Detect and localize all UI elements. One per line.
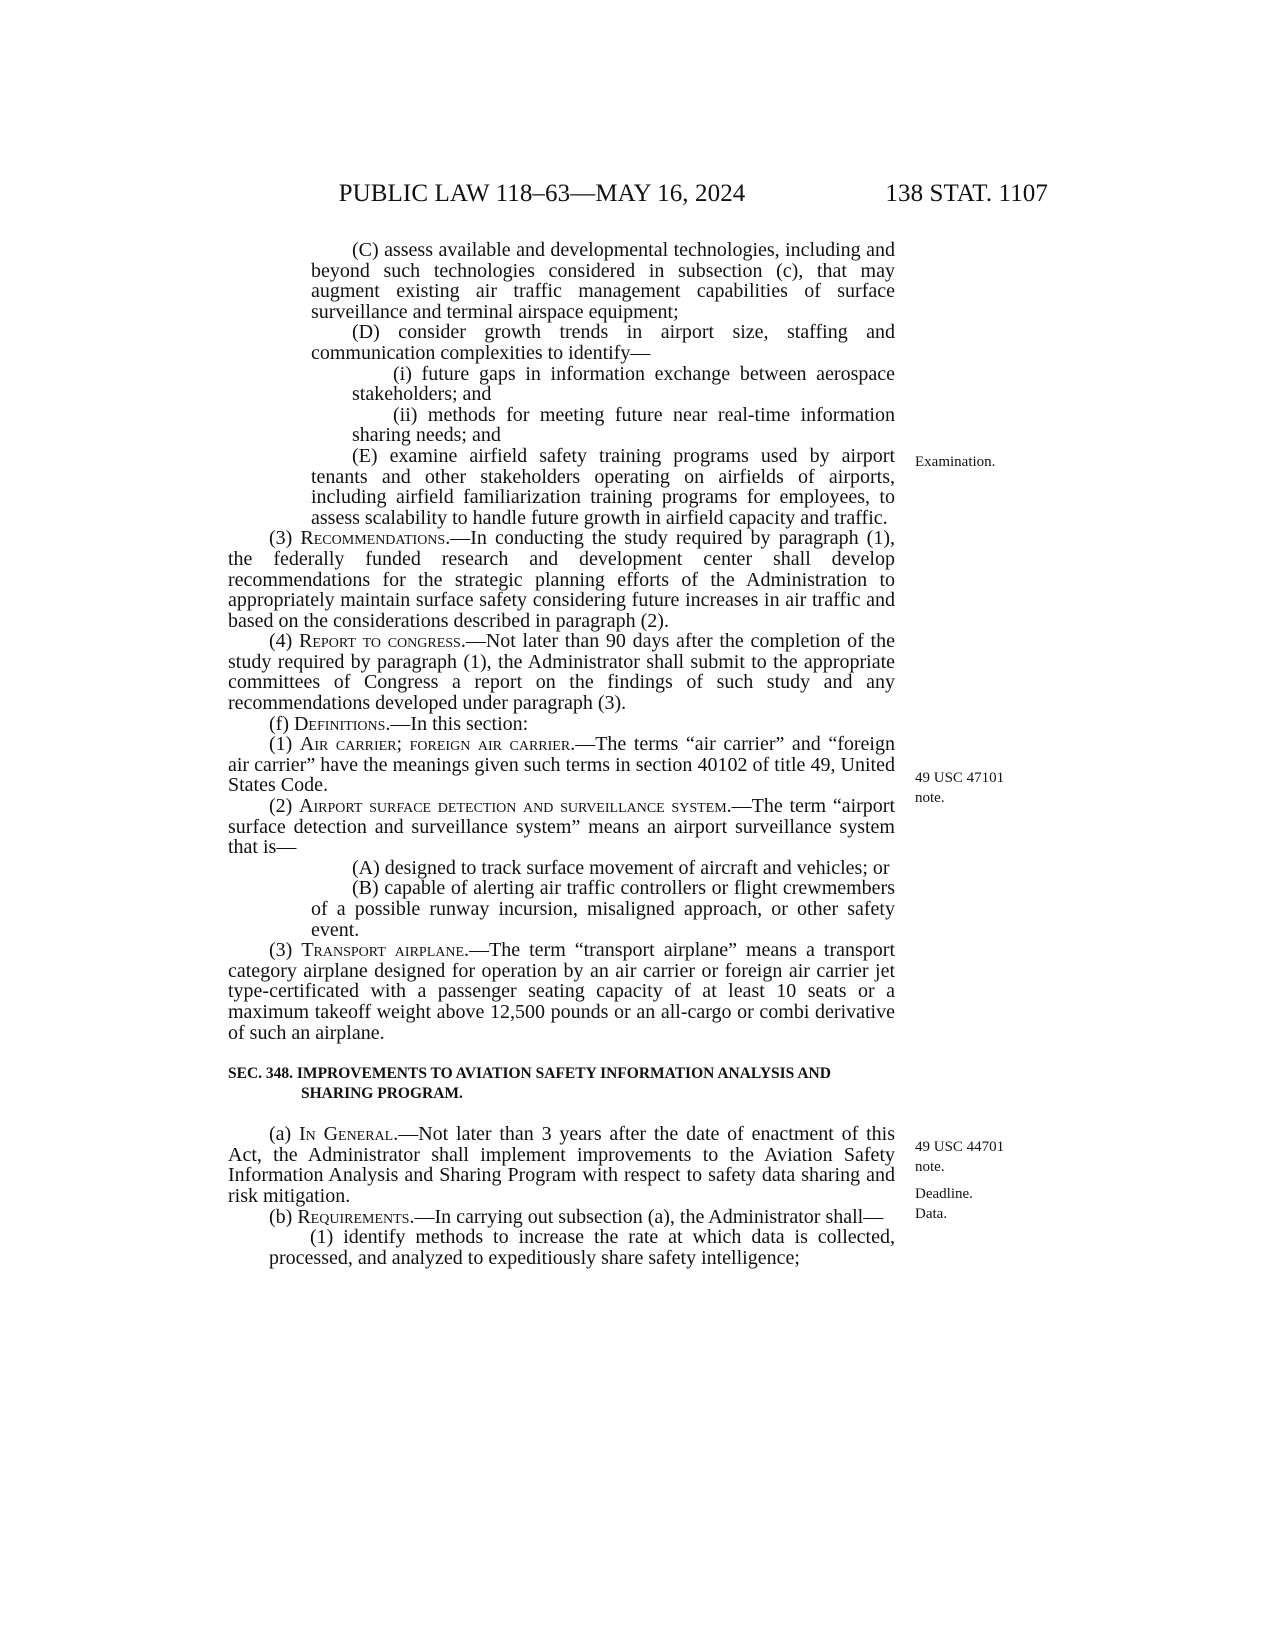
paragraph-heading: Report to congress [299,630,461,653]
definition-2-surveillance-system [228,796,895,858]
paragraph-text: .—The term “transport airplane” means a transport category airplane designed for operation by an air carrier or foreign air carrier jet type-certificated with a passenger seating capacity of at least 10 seats or a maximum takeoff weight above 12,500 pounds or an all-cargo or combi derivative of such an airplane. [228,939,895,1044]
paragraph-d: (D) consider growth trends in airport size, staffing and communication complexities to identify— [311,321,895,364]
margin-note-line: 49 USC 44701 [915,1139,1005,1155]
margin-note-usc-47101 [915,768,1055,808]
subsection-text: .—Not later than 3 years after the date of enactment of this Act, the Administrator shall implement improvements to the Aviation Safety Information Analysis and Sharing Program with respect to safety data sharing and risk mitigation. [228,1123,895,1207]
subsection-number: (a) [269,1123,299,1146]
margin-note-line: note. [915,790,945,806]
paragraph-number: (2) [269,795,300,818]
paragraph-heading: Transport airplane [301,939,465,962]
margin-note-examination: Examination. [915,454,996,470]
statute-page-number: 138 STAT. 1107 [885,180,1048,207]
paragraph-4-report [228,631,895,713]
margin-note-deadline-data [915,1184,1055,1224]
paragraph-text: .—In conducting the study required by paragraph (1), the federally funded research and development center shall develop recommendations for the strategic planning efforts of the Administration to appropriately maintain surface safety considering future increases in air traffic and based on the considerations described in paragraph (2). [228,527,895,632]
requirement-1: (1) identify methods to increase the rate at which data is collected, processed, and analyzed to expeditiously share safety intelligence; [269,1226,895,1269]
margin-note-line: note. [915,1159,945,1175]
paragraph-3-recommendations [228,528,895,631]
subsection-b-requirements [228,1207,895,1228]
subsection-heading: Requirements [297,1205,410,1228]
definition-3-transport-airplane [228,940,895,1043]
subsection-text: .—In this section: [385,712,529,735]
paragraph-number: (3) [269,527,301,550]
definition-1-air-carrier [228,734,895,796]
subsection-number: (f) [269,712,294,735]
paragraph-e: (E) examine airfield safety training programs used by airport tenants and other stakeholders operating on airfields of airports, including airfield familiarization training programs for employees, to assess scalability to handle future growth in airfield capacity and traffic. [311,444,895,529]
clause-d-ii: (ii) methods for meeting future near real-time information sharing needs; and [352,403,895,447]
paragraph-number: (3) [269,939,302,962]
paragraph-number: (1) [269,733,300,756]
subsection-text: .—In carrying out subsection (a), the Administrator shall— [409,1205,884,1228]
running-head: PUBLIC LAW 118–63—MAY 16, 2024 [338,180,746,207]
definition-2-subparagraph-a: (A) designed to track surface movement of aircraft and vehicles; or [352,856,890,879]
paragraph-text: .—The term “airport surface detection and surveillance system” means an airport surveillance system that is— [228,795,896,859]
subsection-f-definitions [228,714,895,735]
paragraph-text: .—Not later than 90 days after the completion of the study required by paragraph (1), the Administrator shall submit to the appropriate committees of Congress a report on the findings of such study and any recommendations developed under paragraph (3). [228,630,895,715]
clause-d-i: (i) future gaps in information exchange between aerospace stakeholders; and [352,362,895,406]
paragraph-c: (C) assess available and developmental technologies, including and beyond such technologies considered in subsection (c), that may augment existing air traffic management capabilities of surface surveillance and terminal airspace equipment; [311,239,895,323]
margin-note-line: Data. [915,1206,948,1222]
paragraph-heading: Airport surface detection and surveillance system [299,795,727,818]
definition-2-subparagraph-b: (B) capable of alerting air traffic controllers or flight crewmembers of a possible runway incursion, misaligned approach, or other safety event. [311,877,895,941]
subsection-a-in-general [228,1124,895,1206]
margin-note-line: 49 USC 47101 [915,770,1005,786]
page-header [312,180,1048,216]
subsection-number: (b) [269,1205,298,1228]
paragraph-heading: Recommendations [300,527,446,550]
margin-note-line: Deadline. [915,1186,973,1202]
subsection-heading: In General [299,1123,394,1146]
paragraph-number: (4) [269,630,300,653]
body-text [228,240,895,1268]
paragraph-heading: Air carrier; foreign air carrier [299,733,571,756]
paragraph-text: .—The terms “air carrier” and “foreign air carrier” have the meanings given such terms in section 40102 of title 49, United States Code. [228,733,895,797]
section-348-heading: SEC. 348. IMPROVEMENTS TO AVIATION SAFETY INFORMATION ANALYSIS AND SHARING PROGRAM. [228,1065,831,1103]
subsection-heading: Definitions [293,712,386,735]
margin-note-usc-44701 [915,1137,1055,1177]
